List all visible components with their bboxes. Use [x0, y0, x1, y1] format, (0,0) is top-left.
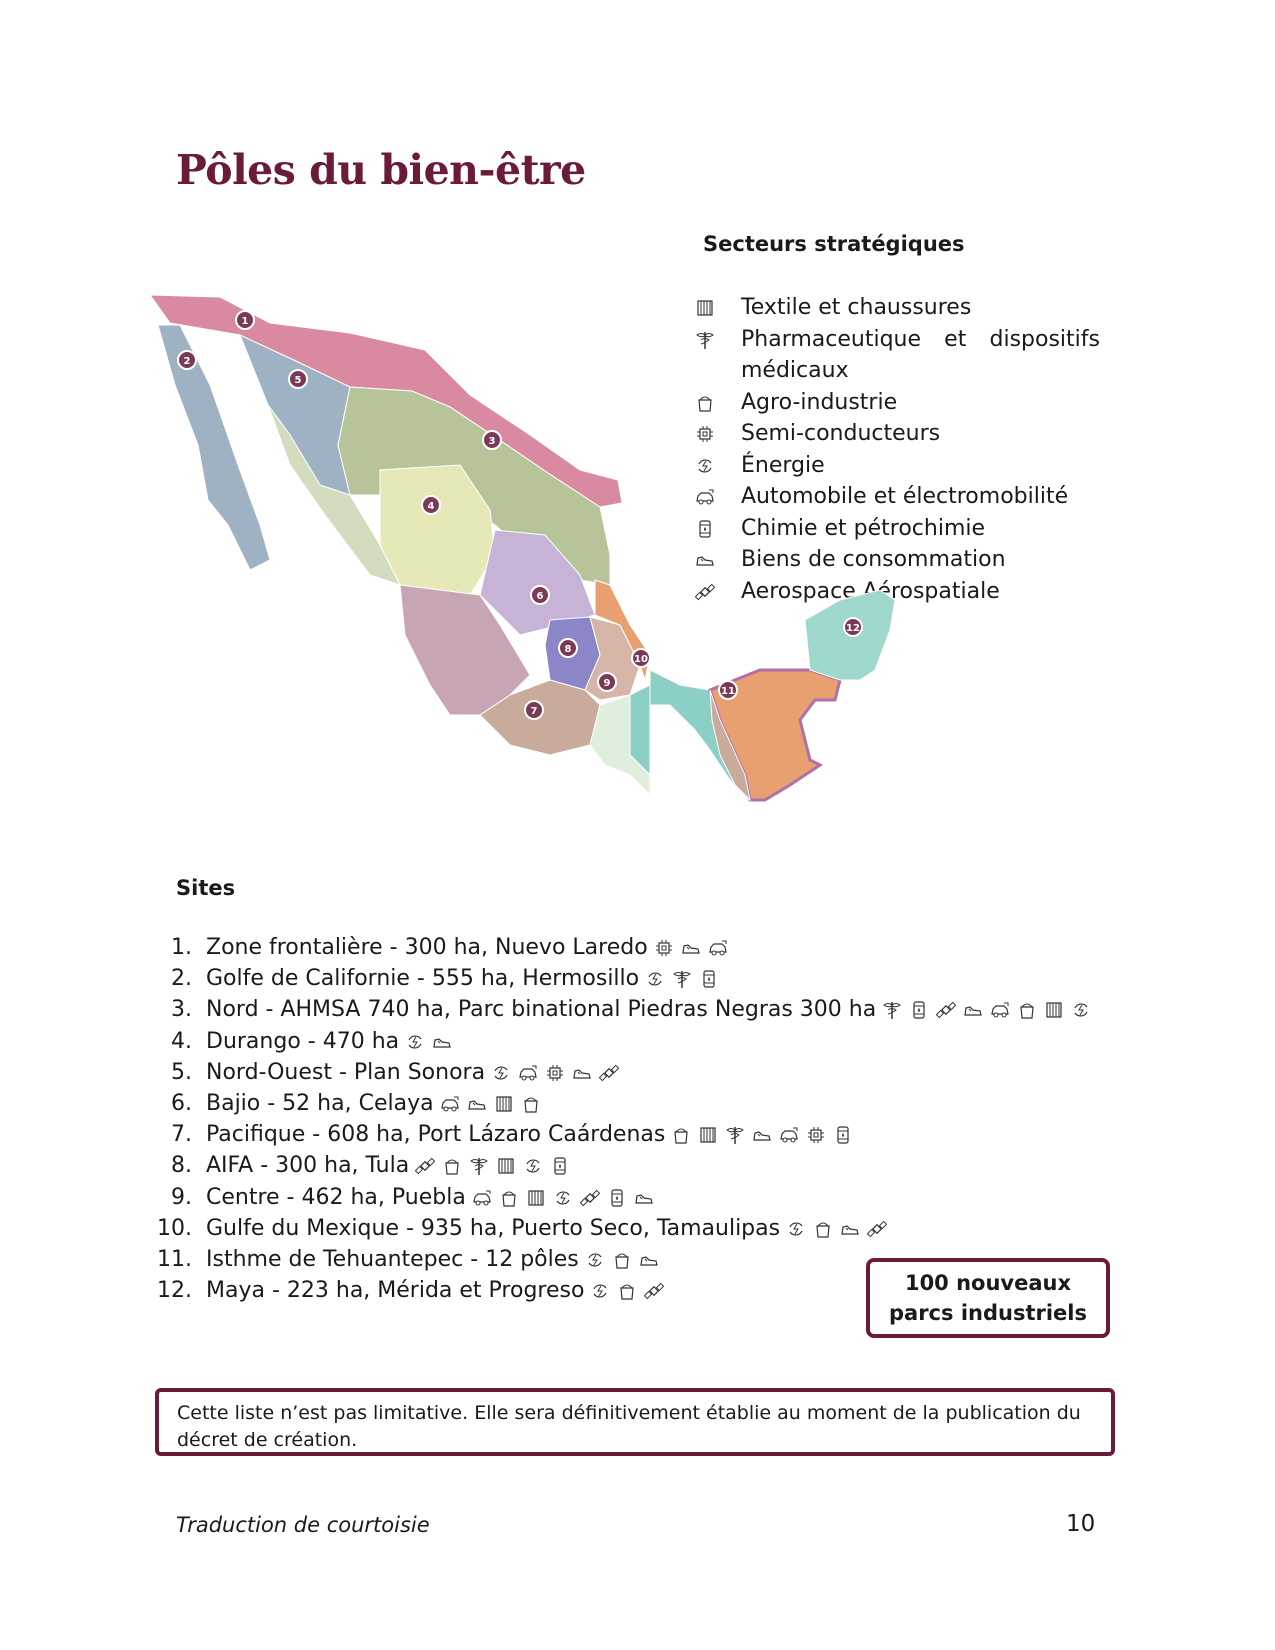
svg-text:4: 4: [427, 501, 435, 512]
energy-icon: [491, 1063, 511, 1083]
map-marker-7: [525, 701, 543, 719]
site-number: 6.: [171, 1090, 192, 1116]
energy-icon: [1071, 1000, 1091, 1020]
site-sector-icons: [585, 1244, 666, 1275]
site-sector-icons: [440, 1088, 548, 1119]
textile-icon: [695, 298, 715, 318]
svg-text:6: 6: [536, 591, 544, 602]
legend-item: [695, 387, 1100, 419]
site-number: 10.: [157, 1215, 192, 1241]
map-marker-4: [422, 496, 440, 514]
site-label: Zone frontalière - 300 ha, Nuevo Laredo: [206, 935, 648, 960]
energy-icon: [645, 969, 665, 989]
site-item: [150, 1119, 1098, 1150]
site-number: 1.: [171, 935, 192, 960]
energy-icon: [553, 1188, 573, 1208]
site-label: Durango - 470 ha: [206, 1028, 400, 1054]
site-number: 3.: [171, 997, 192, 1023]
map-marker-10: [632, 649, 650, 667]
agro-basket-icon: [521, 1094, 541, 1114]
site-number: 12.: [157, 1278, 192, 1304]
caduceus-icon: [469, 1156, 489, 1176]
legend-item-label: Aerospace Aérospatiale: [741, 578, 1000, 604]
page-title: Pôles du bien-être: [176, 146, 586, 194]
map-marker-9: [598, 673, 616, 691]
site-sector-icons: [671, 1119, 860, 1150]
svg-text:2: 2: [183, 356, 191, 367]
textile-icon: [1044, 1000, 1064, 1020]
svg-text:11: 11: [721, 686, 735, 697]
electric-car-icon: [440, 1094, 460, 1114]
site-label: Isthme de Tehuantepec - 12 pôles: [206, 1246, 579, 1272]
electric-car-icon: [708, 938, 728, 958]
electric-car-icon: [518, 1063, 538, 1083]
footer-translation-note: Traduction de courtoisie: [176, 1513, 430, 1537]
legend-item: [695, 481, 1100, 513]
chip-icon: [695, 424, 715, 444]
sites-list: [150, 932, 1098, 1306]
textile-icon: [494, 1094, 514, 1114]
shoe-icon: [572, 1063, 592, 1083]
map-marker-6: [531, 586, 549, 604]
disclaimer-note: Cette liste n’est pas limitative. Elle sera définitivement établie au moment de la publication du décret de création.: [155, 1388, 1115, 1456]
caduceus-icon: [725, 1125, 745, 1145]
barrel-icon: [699, 969, 719, 989]
agro-basket-icon: [813, 1219, 833, 1239]
site-label: AIFA - 300 ha, Tula: [206, 1153, 410, 1179]
legend-item-label: Automobile et électromobilité: [741, 484, 1069, 509]
electric-car-icon: [472, 1188, 492, 1208]
site-number: 4.: [171, 1028, 192, 1054]
electric-car-icon: [779, 1125, 799, 1145]
site-label: Bajio - 52 ha, Celaya: [206, 1090, 434, 1116]
site-number: 2.: [171, 966, 192, 992]
caduceus-icon: [882, 1000, 902, 1020]
barrel-icon: [607, 1188, 627, 1208]
site-item: [150, 1057, 1098, 1088]
mexico-map-east: [650, 590, 950, 840]
site-item: [150, 1213, 1098, 1244]
agro-basket-icon: [499, 1188, 519, 1208]
site-item: [150, 932, 1098, 963]
chip-icon: [654, 938, 674, 958]
site-sector-icons: [472, 1182, 661, 1213]
site-sector-icons: [491, 1057, 626, 1088]
caduceus-icon: [672, 969, 692, 989]
legend-item-label: Énergie: [741, 452, 825, 478]
legend-item: [695, 418, 1100, 450]
barrel-icon: [833, 1125, 853, 1145]
site-sector-icons: [645, 963, 726, 994]
site-sector-icons: [415, 1150, 577, 1181]
map-marker-8: [559, 639, 577, 657]
legend-item: [695, 292, 1100, 324]
satellite-icon: [415, 1156, 435, 1176]
electric-car-icon: [990, 1000, 1010, 1020]
site-number: 11.: [157, 1246, 192, 1272]
sector-legend: [695, 292, 1100, 607]
site-number: 8.: [171, 1153, 192, 1179]
svg-text:9: 9: [603, 678, 611, 689]
map-marker-3: [483, 431, 501, 449]
chip-icon: [545, 1063, 565, 1083]
callout-line-1: 100 nouveaux: [904, 1271, 1072, 1295]
energy-icon: [585, 1250, 605, 1270]
sites-title: Sites: [176, 876, 236, 900]
site-sector-icons: [405, 1026, 459, 1057]
legend-item: [695, 450, 1100, 482]
agro-basket-icon: [695, 393, 715, 413]
site-label: Gulfe du Mexique - 935 ha, Puerto Seco, Tamaulipas: [206, 1215, 781, 1241]
legend-item-label: Agro-industrie: [741, 389, 898, 415]
caduceus-icon: [695, 330, 715, 350]
shoe-icon: [432, 1032, 452, 1052]
map-marker-2: [178, 351, 196, 369]
satellite-icon: [936, 1000, 956, 1020]
textile-icon: [526, 1188, 546, 1208]
svg-text:12: 12: [846, 623, 860, 634]
page-number: 10: [1066, 1511, 1096, 1537]
satellite-icon: [580, 1188, 600, 1208]
barrel-icon: [909, 1000, 929, 1020]
shoe-icon: [681, 938, 701, 958]
legend-item-label: Pharmaceutique et dispositifs médicaux: [741, 326, 1100, 383]
legend-item-label: Semi-conducteurs: [741, 421, 941, 446]
chip-icon: [806, 1125, 826, 1145]
site-sector-icons: [590, 1275, 671, 1306]
callout-line-2: parcs industriels: [889, 1301, 1087, 1325]
shoe-icon: [467, 1094, 487, 1114]
svg-text:3: 3: [488, 436, 496, 447]
site-item: [150, 1088, 1098, 1119]
agro-basket-icon: [612, 1250, 632, 1270]
site-item: [150, 1026, 1098, 1057]
site-number: 5.: [171, 1059, 192, 1085]
legend-title: Secteurs stratégiques: [703, 232, 965, 256]
site-sector-icons: [786, 1213, 894, 1244]
shoe-icon: [840, 1219, 860, 1239]
barrel-icon: [695, 519, 715, 539]
svg-text:5: 5: [294, 375, 302, 386]
agro-basket-icon: [1017, 1000, 1037, 1020]
legend-item-label: Chimie et pétrochimie: [741, 515, 986, 541]
site-sector-icons: [882, 994, 1098, 1025]
barrel-icon: [550, 1156, 570, 1176]
site-number: 9.: [171, 1184, 192, 1210]
agro-basket-icon: [442, 1156, 462, 1176]
electric-car-icon: [695, 487, 715, 507]
legend-item: [695, 544, 1100, 576]
mexico-map: [150, 295, 650, 840]
agro-basket-icon: [617, 1281, 637, 1301]
site-label: Nord - AHMSA 740 ha, Parc binational Piedras Negras 300 ha: [206, 997, 877, 1023]
site-label: Nord-Ouest - Plan Sonora: [206, 1059, 486, 1085]
legend-item: [695, 324, 1100, 387]
textile-icon: [496, 1156, 516, 1176]
map-marker-11: [719, 681, 737, 699]
svg-text:7: 7: [530, 706, 538, 717]
shoe-icon: [752, 1125, 772, 1145]
svg-text:8: 8: [564, 644, 572, 655]
textile-icon: [698, 1125, 718, 1145]
legend-item-label: Textile et chaussures: [741, 295, 972, 320]
site-label: Centre - 462 ha, Puebla: [206, 1184, 466, 1210]
satellite-icon: [867, 1219, 887, 1239]
legend-item-label: Biens de consommation: [741, 547, 1006, 572]
map-marker-1: [236, 311, 254, 329]
agro-basket-icon: [671, 1125, 691, 1145]
shoe-icon: [634, 1188, 654, 1208]
shoe-icon: [695, 550, 715, 570]
industrial-parks-callout: [866, 1258, 1110, 1338]
site-item: [150, 994, 1098, 1025]
legend-item: [695, 513, 1100, 545]
site-sector-icons: [654, 932, 735, 963]
site-item: [150, 1182, 1098, 1213]
energy-icon: [786, 1219, 806, 1239]
map-marker-12: [844, 618, 862, 636]
energy-icon: [590, 1281, 610, 1301]
svg-text:1: 1: [241, 316, 249, 327]
site-label: Pacifique - 608 ha, Port Lázaro Caárdenas: [206, 1122, 666, 1148]
energy-icon: [523, 1156, 543, 1176]
satellite-icon: [599, 1063, 619, 1083]
site-item: [150, 1150, 1098, 1181]
svg-text:10: 10: [634, 654, 648, 665]
shoe-icon: [639, 1250, 659, 1270]
site-number: 7.: [171, 1122, 192, 1148]
map-marker-5: [289, 370, 307, 388]
energy-icon: [695, 456, 715, 476]
site-item: [150, 963, 1098, 994]
energy-icon: [405, 1032, 425, 1052]
site-label: Golfe de Californie - 555 ha, Hermosillo: [206, 966, 640, 992]
satellite-icon: [644, 1281, 664, 1301]
shoe-icon: [963, 1000, 983, 1020]
site-label: Maya - 223 ha, Mérida et Progreso: [206, 1278, 585, 1304]
